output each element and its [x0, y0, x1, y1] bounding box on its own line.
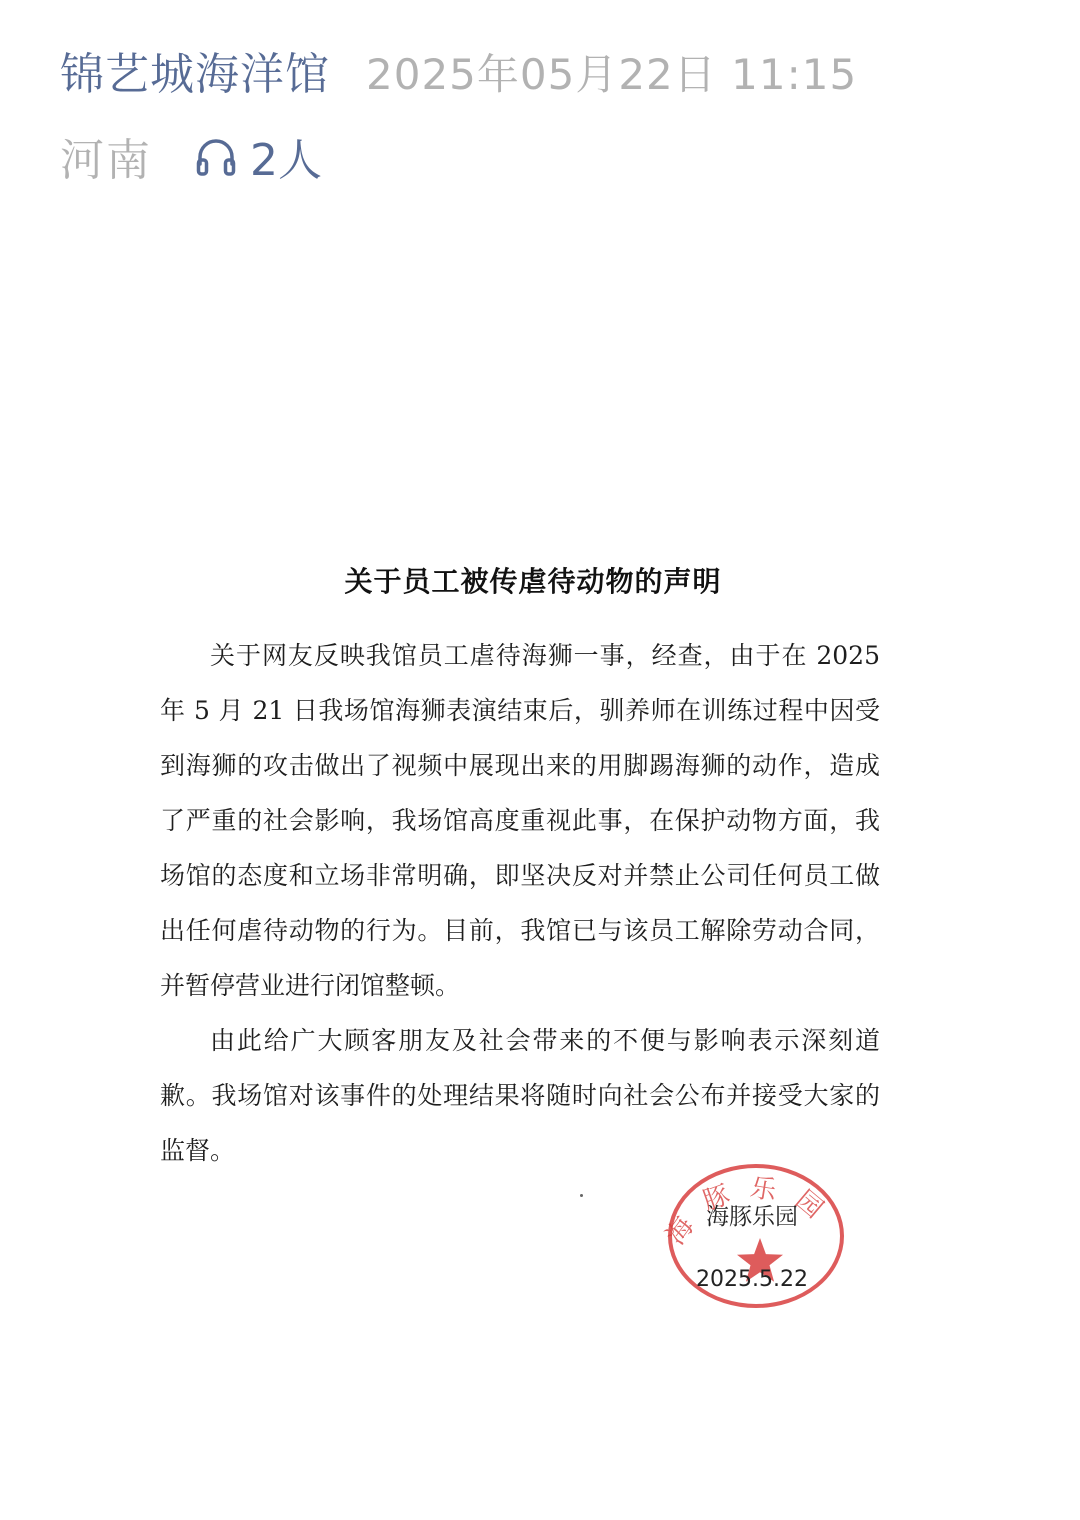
header-meta-row [60, 124, 1040, 188]
scan-speck [580, 1194, 583, 1197]
signature-organization: 海豚乐园 [706, 1204, 798, 1230]
listener-count: 2人 [250, 135, 322, 186]
official-seal [660, 1152, 850, 1312]
ip-location: 河南 [60, 135, 152, 186]
seal-arc-text: 海豚乐园 [660, 1172, 843, 1251]
statement-body [160, 628, 880, 1178]
statement-image[interactable] [0, 540, 1080, 1320]
post-timestamp: 2025年05月22日 11:15 [366, 50, 858, 99]
statement-title: 关于员工被传虐待动物的声明 [344, 565, 722, 598]
statement-paragraph-1: 关于网友反映我馆员工虐待海狮一事，经查，由于在 2025 年 5 月 21 日我场馆海狮表演结束后，驯养师在训练过程中因受到海狮的攻击做出了视频中展现出来的用脚踢海狮的动作，造成了严重的社会影响，我场馆高度重视此事，在保护动物方面，我场馆的态度和立场非常明确，即坚决反对并禁止公司任何员工做出任何虐待动物的行为。目前，我馆已与该员工解除劳动合同，并暂停营业进行闭馆整顿。 [160, 641, 880, 1000]
listen-button[interactable] [194, 124, 322, 188]
statement-paragraph-2: 由此给广大顾客朋友及社会带来的不便与影响表示深刻道歉。我场馆对该事件的处理结果将随时向社会公布并接受大家的监督。 [160, 1026, 880, 1165]
account-name-link[interactable]: 锦艺城海洋馆 [60, 49, 330, 100]
article-header [60, 38, 1040, 188]
signature-date: 2025.5.22 [696, 1267, 808, 1292]
headphone-icon [194, 134, 238, 178]
header-title-row [60, 38, 1040, 110]
